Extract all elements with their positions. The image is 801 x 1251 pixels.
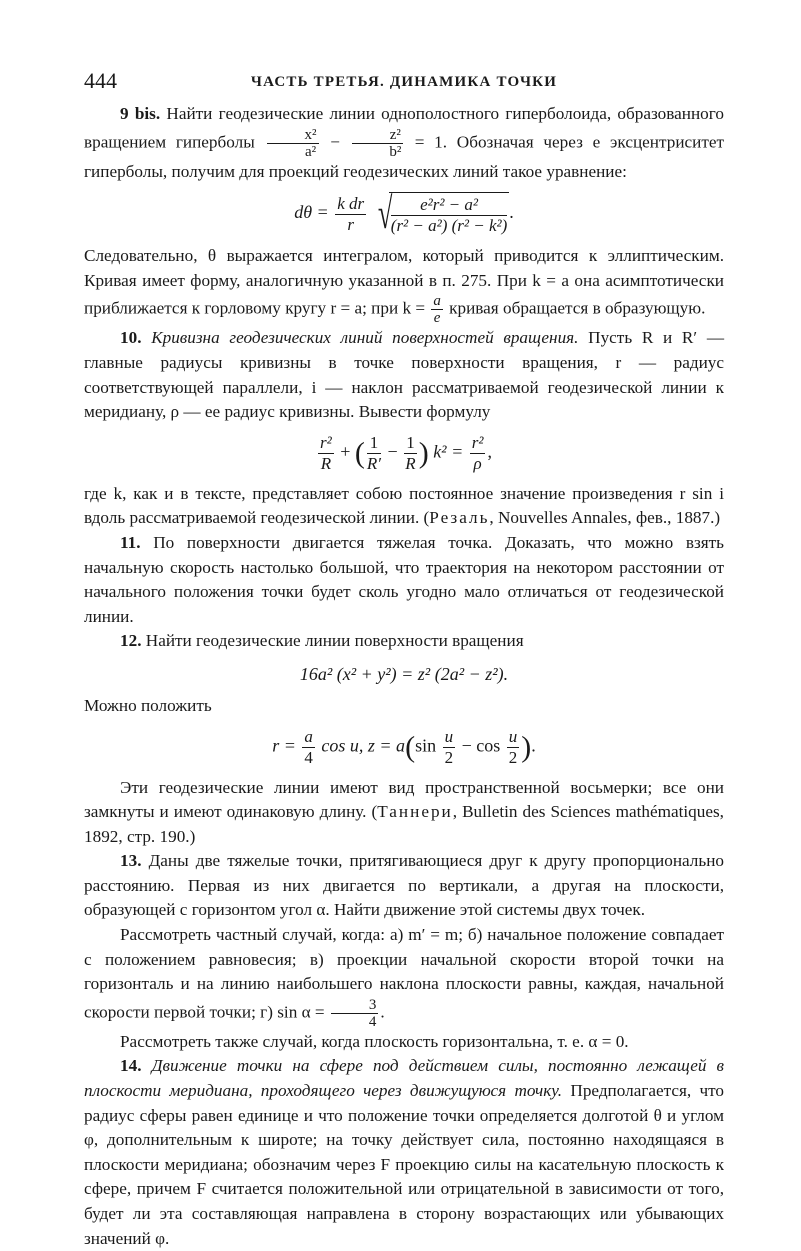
running-title: ЧАСТЬ ТРЕТЬЯ. ДИНАМИКА ТОЧКИ	[250, 74, 558, 90]
problem-text: Найти геодезические линии поверхности вращения	[145, 631, 524, 651]
formula-parametrization: r = $\frac{a}{4}$ cos u, z = a(sin $\frac{u}{2}$ − cos $\frac{u}{2}$ ).	[272, 726, 536, 767]
problem-number: 9 bis.	[120, 104, 161, 123]
problem-title: Движение точки на сфере под действием силы, постоянно лежащей в плоскости меридиана, проходящего через движущуюся точку.	[84, 1056, 724, 1101]
problem-number: 13.	[120, 851, 142, 871]
problem-number: 14.	[120, 1056, 142, 1076]
formula-dtheta: dθ = $\frac{\text{k dr}}{r}$ √ $\frac{\text{e²r² − a²}}{\text{(r² − a²) (r² − k²)}}$ .	[294, 189, 514, 239]
problem-title: Кривизна геодезических линий поверхностей вращения.	[151, 328, 579, 348]
problem-12-remark: Эти геодезические линии имеют вид пространственной восьмерки; все они замкнуты и имеют одинаковую длину. (Таннери, Bulletin des Sciences mathématiques, 1892, стр. 190.)	[84, 777, 724, 846]
hyperbola-z-term: $\frac{\text{z²}}{\text{b²}}$	[352, 127, 403, 160]
problem-12-put: Можно положить	[84, 695, 212, 715]
hyperbola-x-term: $\frac{\text{x²}}{\text{a²}}$	[267, 127, 319, 160]
problem-text: Найти геодезические линии однополостного гиперболоида, образованного вращением гиперболы	[84, 104, 724, 152]
problem-13	[84, 849, 724, 923]
problem-number: 10.	[120, 328, 142, 348]
page-header	[84, 68, 724, 102]
problem-13-extra: Рассмотреть также случай, когда плоскость горизонтальна, т. е. α = 0.	[120, 1031, 629, 1051]
problem-text: . Обозначая через e эксцентриситет гиперболы, получим для проекций геодезических линий такое уравнение:	[84, 132, 724, 181]
problem-text: Предполагается, что радиус сферы равен единице и что положение точки определяется долготой θ и углом φ, дополнительным к широте; на точку действует сила, постоянно находящаяся в плоскости меридиана; обозначим через F проекцию силы на касательную плоскость к сфере, причем F считается положительной или отрицательной в зависимости от того, будет ли эта составляющая направлена в сторону возрастающих или убывающих значений φ.	[84, 1081, 724, 1248]
problem-14	[84, 1054, 724, 1251]
problem-text: По поверхности двигается тяжелая точка. Доказать, что можно взять начальную скорость настолько большой, что траектория на некотором расстоянии от начального положения точки будет сколь угодно мало отличаться от геодезической линии.	[84, 532, 725, 626]
problem-9bis: 9 bis. Найти геодезические линии однополостного гиперболоида, образованного вращением гиперболы $\frac{\text{x²}}{\text{a²}}$ − $\frac{\text{z²}}{\text{b²}}$ = 1. Обозначая через e эксцентриситет гиперболы, получим для проекций геодезических линий такое уравнение:	[84, 104, 724, 181]
problem-10-continued: где k, как и в тексте, представляет собою постоянное значение произведения r sin i вдоль рассматриваемой геодезической линии. (Резаль, Nouvelles Annales, фев., 1887.)	[84, 483, 724, 528]
problem-text: Даны две тяжелые точки, притягивающиеся друг к другу пропорционально расстоянию. Первая из них двигается по вертикали, а другая на плоскости, образующей с горизонтом угол α. Найти движение этой системы двух точек.	[84, 851, 724, 920]
problem-number: 11.	[120, 532, 141, 552]
problem-11	[84, 531, 724, 629]
page-number: 444	[84, 68, 117, 93]
problem-text: Пусть R и R′ — главные радиусы кривизны в точке поверхности вращения, r — радиус соответствующей параллели, i — наклон рассматриваемой геодезической линии к меридиану, ρ — ее радиус кривизны. Вывести формулу	[84, 328, 725, 422]
book-page	[84, 68, 725, 1248]
formula-surface: 16a² (x² + y²) = z² (2a² − z²).	[299, 663, 509, 684]
problem-10	[84, 326, 724, 424]
problem-9bis-continued: Следовательно, θ выражается интегралом, который приводится к эллиптическим. Кривая имеет форму, аналогичную указанной в п. 275. При k = a она асимптотически приближается к горловому кругу r = a; при k = $\frac{a}{e}$ кривая обращается в образующую.	[84, 246, 724, 327]
problem-number: 12.	[120, 631, 142, 651]
problem-13-cases: Рассмотреть частный случай, когда: а) m′ = m; б) начальное положение совпадает с положением равновесия; в) проекции начальной скорости второй точки на горизонталь и на линию наибольшего наклона плоскости равны, каждая, начальной скорости первой точки; г) sin α = $\frac{3}{4}$ .	[84, 925, 724, 1030]
author-name: Резаль	[429, 508, 490, 528]
author-name: Таннери	[377, 802, 453, 822]
formula-curvature: $\frac{\text{r²}}{R}$ + ( $\frac{1}{R'}$ − $\frac{1}{R}$ ) k² = $\frac{\text{r²}}{\rho}$ ,	[320, 432, 492, 473]
problem-12	[84, 629, 724, 654]
